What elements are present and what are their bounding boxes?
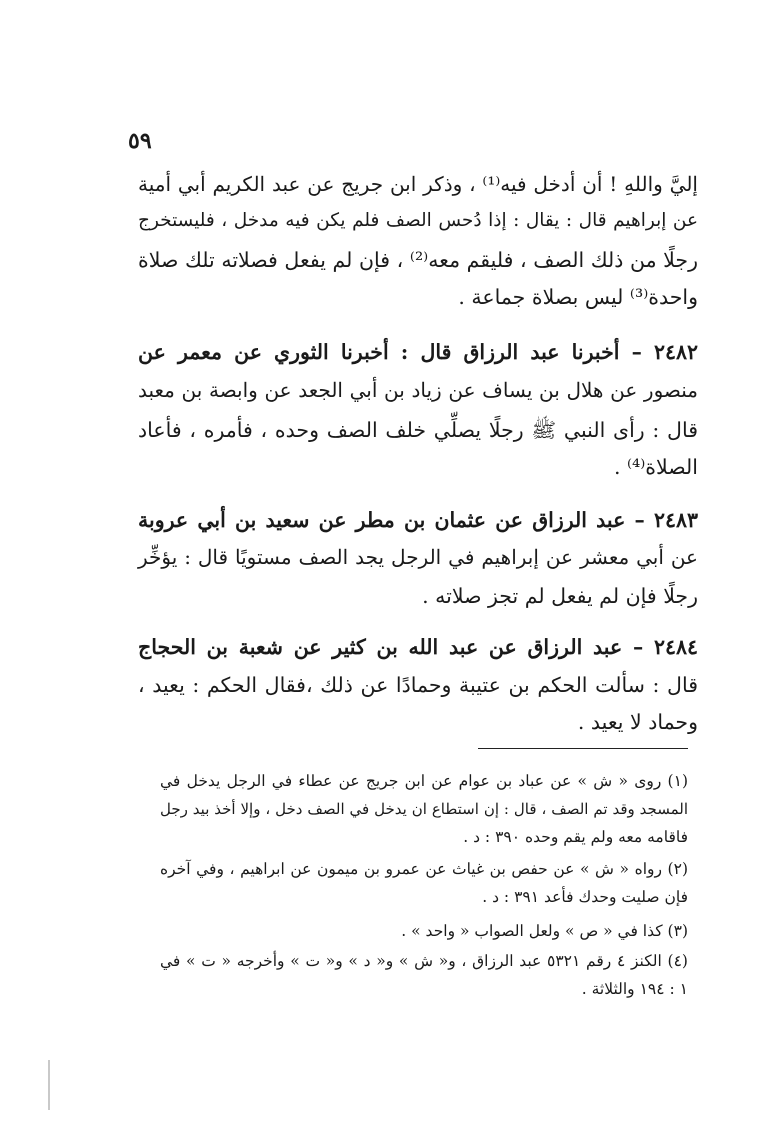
text-line: الصلاة⁽⁴⁾ . xyxy=(613,455,698,479)
text-line: رجلًا فإن لم يفعل لم تجز صلاته . xyxy=(422,584,698,608)
text-line: إليَّ واللهِ ! أن أدخل فيه⁽¹⁾ ، وذكر ابن جريج عن عبد الكريم أبي أمية xyxy=(138,172,698,196)
footnote-separator xyxy=(478,748,688,749)
text-line: وحماد لا يعيد . xyxy=(577,710,698,734)
text-line: منصور عن هلال بن يساف عن زياد بن أبي الجعد عن وابصة بن معبد xyxy=(138,378,698,402)
text-line: رجلًا من ذلك الصف ، فليقم معه⁽²⁾ ، فإن لم يفعل فصلاته تلك صلاة xyxy=(138,248,698,272)
page-number: ٥٩ xyxy=(128,128,152,154)
footnote-line: (٢) رواه « ش » عن حفص بن غياث عن عمرو بن ميمون عن ابراهيم ، وفي آخره xyxy=(160,860,688,878)
text-line: ٢٤٨٤ – عبد الرزاق عن عبد الله بن كثير عن شعبة بن الحجاج xyxy=(138,635,698,659)
footnote-line: فإن صليت وحدك فأعد ٣٩١ : د . xyxy=(482,888,688,906)
text-line: قال : سألت الحكم بن عتيبة وحمادًا عن ذلك ،فقال الحكم : يعيد ، xyxy=(138,673,698,697)
scan-edge-mark xyxy=(48,1060,50,1110)
text-line: قال : رأى النبي ﷺ رجلًا يصلِّي خلف الصف وحده ، فأمره ، فأعاد xyxy=(138,418,698,442)
text-line: عن أبي معشر عن إبراهيم في الرجل يجد الصف مستويًا قال : يؤخِّر xyxy=(138,545,698,569)
footnote-line: المسجد وقد تم الصف ، قال : إن استطاع ان يدخل في الصف دخل ، وإلا أخذ بيد رجل xyxy=(160,800,688,818)
text-line: عن إبراهيم قال : يقال : إذا دُحس الصف فلم يكن فيه مدخل ، فليستخرج xyxy=(138,210,698,231)
footnote-line: (٤) الكنز ٤ رقم ٥٣٢١ عبد الرزاق ، و« ش » و« د » و« ت » وأخرجه « ت » في xyxy=(160,952,688,970)
text-line: واحدة⁽³⁾ ليس بصلاة جماعة . xyxy=(458,285,698,309)
footnote-line: (٣) كذا في « ص » ولعل الصواب « واحد » . xyxy=(401,922,688,940)
footnote-line: فاقامه معه ولم يقم وحده ٣٩٠ : د . xyxy=(463,828,688,846)
text-line: ٢٤٨٣ – عبد الرزاق عن عثمان بن مطر عن سعيد بن أبي عروبة xyxy=(138,508,698,532)
text-line: ٢٤٨٢ – أخبرنا عبد الرزاق قال : أخبرنا الثوري عن معمر عن xyxy=(138,340,698,364)
footnote-line: (١) روى « ش » عن عباد بن عوام عن ابن جريج عن عطاء في الرجل يدخل في xyxy=(160,772,688,790)
footnote-line: ١ : ١٩٤ والثلاثة . xyxy=(581,980,688,998)
